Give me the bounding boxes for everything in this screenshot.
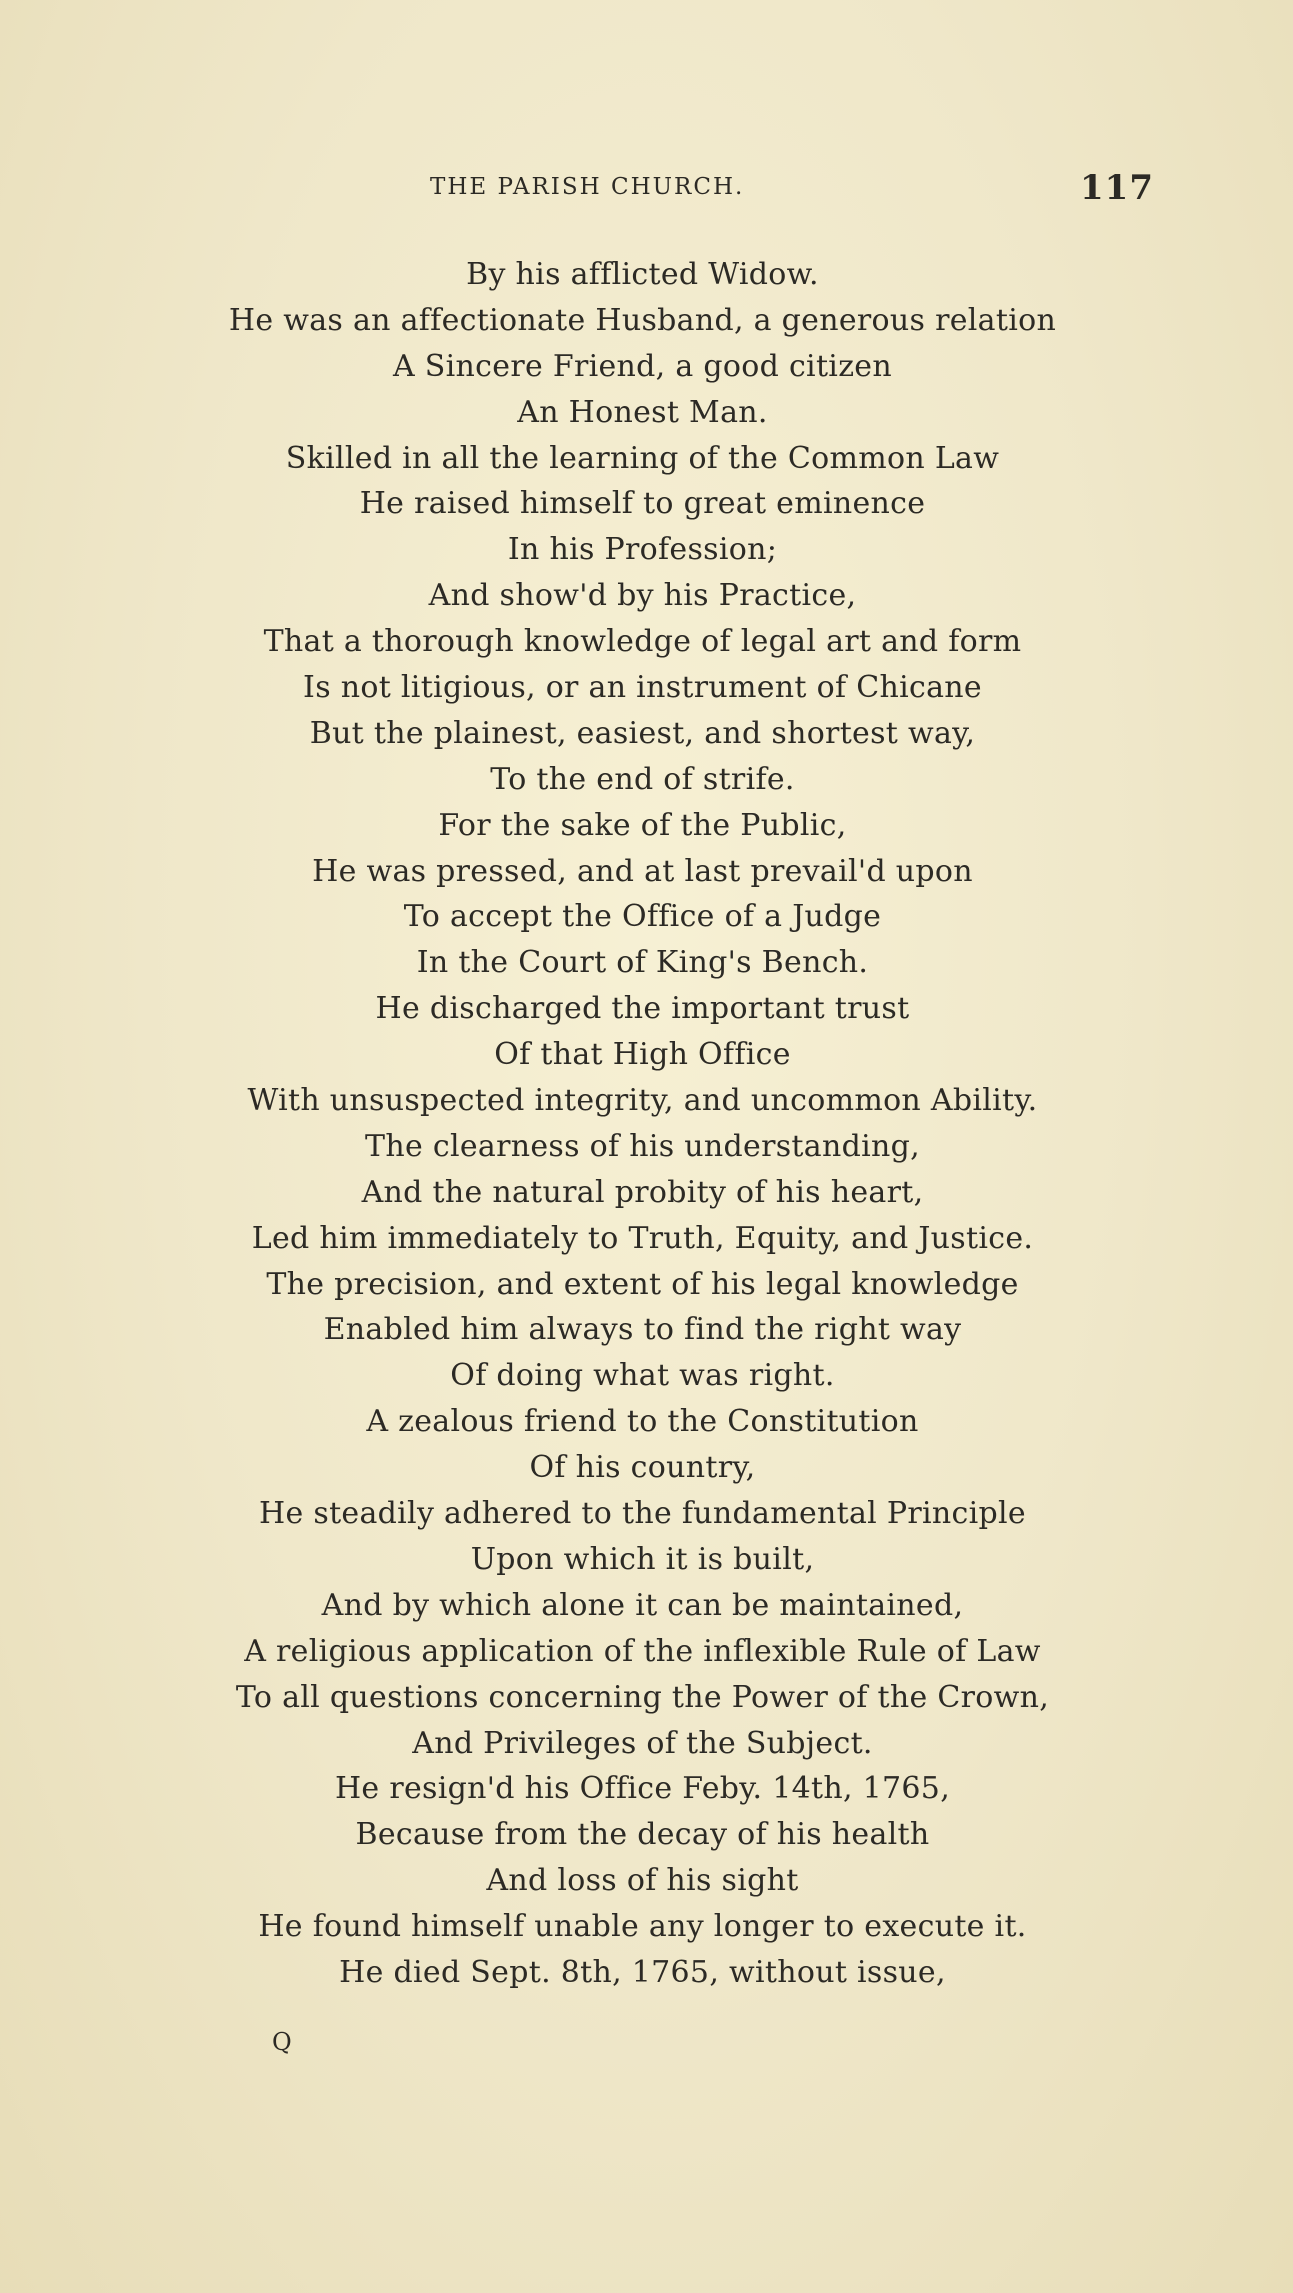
inscription-line: Of that High Office bbox=[494, 1037, 791, 1073]
inscription-line: And the natural probity of his heart, bbox=[361, 1174, 924, 1210]
inscription-line: The clearness of his understanding, bbox=[365, 1128, 920, 1164]
inscription-line: To all questions concerning the Power of the Crown, bbox=[235, 1679, 1050, 1715]
inscription-line: He was pressed, and at last prevail'd upon bbox=[312, 853, 973, 889]
inscription-line: He was an affectionate Husband, a generous relation bbox=[228, 302, 1057, 338]
page-number: 117 bbox=[1080, 168, 1154, 208]
inscription-line: And loss of his sight bbox=[486, 1863, 799, 1899]
inscription-line: He resign'd his Office Feby. 14th, 1765, bbox=[334, 1771, 951, 1807]
inscription-line: He steadily adhered to the fundamental Principle bbox=[259, 1496, 1026, 1532]
inscription-line: That a thorough knowledge of legal art and form bbox=[263, 624, 1022, 660]
inscription-line: Enabled him always to find the right way bbox=[323, 1312, 962, 1348]
inscription-line: Skilled in all the learning of the Common Law bbox=[285, 440, 1000, 476]
inscription-line: By his afflicted Widow. bbox=[466, 257, 819, 292]
inscription-line: Of his country, bbox=[529, 1450, 756, 1486]
inscription-line: Because from the decay of his health bbox=[355, 1817, 930, 1853]
inscription-line: He discharged the important trust bbox=[375, 991, 910, 1027]
inscription-line: A Sincere Friend, a good citizen bbox=[393, 348, 892, 384]
inscription-text bbox=[110, 252, 1175, 1996]
inscription-line: To the end of strife. bbox=[490, 761, 795, 797]
inscription-line: In the Court of King's Bench. bbox=[416, 945, 869, 981]
inscription-line: In his Profession; bbox=[507, 532, 778, 568]
inscription-line: The precision, and extent of his legal knowledge bbox=[266, 1266, 1019, 1302]
inscription-line: Is not litigious, or an instrument of Chicane bbox=[303, 670, 982, 706]
inscription-line: Upon which it is built, bbox=[470, 1541, 815, 1577]
inscription-line: And by which alone it can be maintained, bbox=[321, 1587, 964, 1623]
inscription-line: He raised himself to great eminence bbox=[359, 486, 926, 522]
inscription-line: But the plainest, easiest, and shortest way, bbox=[309, 715, 976, 751]
inscription-line: Of doing what was right. bbox=[450, 1358, 835, 1394]
inscription-line: And Privileges of the Subject. bbox=[412, 1725, 873, 1761]
inscription-line: He found himself unable any longer to execute it. bbox=[258, 1909, 1027, 1945]
inscription-line: A religious application of the inflexible Rule of Law bbox=[244, 1633, 1041, 1669]
inscription-line: And show'd by his Practice, bbox=[428, 578, 857, 614]
inscription-line: For the sake of the Public, bbox=[438, 807, 847, 843]
inscription-line: A zealous friend to the Constitution bbox=[366, 1404, 919, 1440]
inscription-line: An Honest Man. bbox=[517, 394, 768, 430]
running-head bbox=[0, 168, 1293, 208]
inscription-line: Led him immediately to Truth, Equity, and Justice. bbox=[251, 1220, 1034, 1256]
running-title: THE PARISH CHURCH. bbox=[430, 174, 745, 200]
inscription-line: To accept the Office of a Judge bbox=[403, 899, 882, 935]
inscription-line: With unsuspected integrity, and uncommon Ability. bbox=[247, 1083, 1038, 1119]
inscription-line: He died Sept. 8th, 1765, without issue, bbox=[339, 1954, 946, 1990]
signature-mark: Q bbox=[272, 2028, 292, 2056]
